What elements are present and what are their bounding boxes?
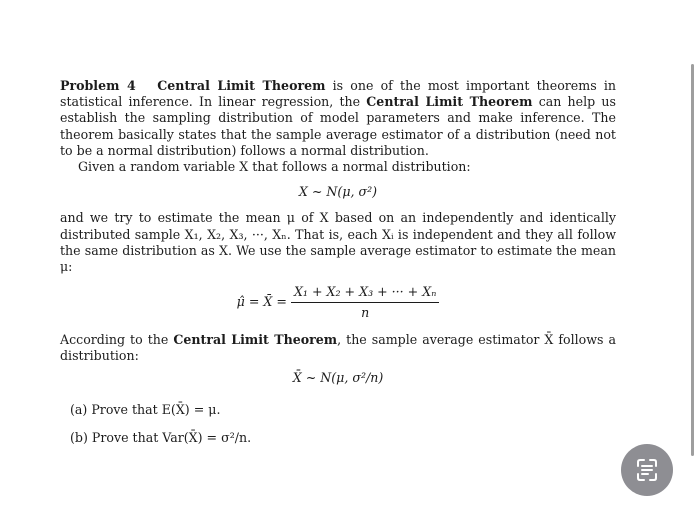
equation-sample-distribution: X̄ ~ N(μ, σ²/n)	[292, 370, 384, 386]
equation-sample-mean	[60, 284, 616, 321]
clt-text-a: According to the	[60, 331, 174, 347]
scrollbar[interactable]	[691, 64, 694, 456]
estimate-paragraph: and we try to estimate the mean μ of X based on an independently and identically distributed sample X₁, X₂, X₃, ···, Xₙ. That is, each Xᵢ is independent and they all follow the same distribution as X. We use the sample average estimator to estimate the mean μ:	[60, 210, 616, 275]
parts-list	[70, 402, 616, 446]
equation-numerator: X₁ + X₂ + X₃ + ··· + Xₙ	[291, 284, 439, 303]
intro-clt-bold: Central Limit Theorem	[366, 94, 533, 110]
intro-text-a: is one of the most important theorems in statistical inference. In linear regression, the	[60, 78, 616, 110]
intro-text-c: can help us establish the sampling distribution of model parameters and make inference. The theorem basically states that the sample average estimator of a distribution (need not to be a normal distribution) follows a normal distribution.	[60, 94, 616, 158]
problem-topic: Central Limit Theorem	[157, 78, 326, 93]
part-a: (a) Prove that E(X̄) = μ.	[70, 402, 221, 418]
equation-normal-distribution: X ~ N(μ, σ²)	[298, 184, 378, 200]
clt-paragraph	[60, 332, 616, 364]
given-paragraph: Given a random variable X that follows a normal distribution:	[78, 159, 471, 175]
part-b: (b) Prove that Var(X̄) = σ²/n.	[70, 430, 252, 446]
equation-sample-mean-lhs: μ̂ = X̄ =	[236, 294, 287, 310]
clt-text-c: , the sample average estimator X̄ follows a distribution:	[60, 331, 616, 363]
problem-text	[60, 78, 616, 459]
intro-paragraph	[60, 78, 616, 159]
equation-denominator: n	[361, 305, 370, 321]
problem-label: Problem 4	[60, 78, 136, 93]
clt-bold: Central Limit Theorem	[173, 331, 338, 347]
document-list-button[interactable]	[621, 444, 673, 496]
equation-fraction	[291, 284, 439, 321]
document-list-icon	[632, 455, 662, 485]
